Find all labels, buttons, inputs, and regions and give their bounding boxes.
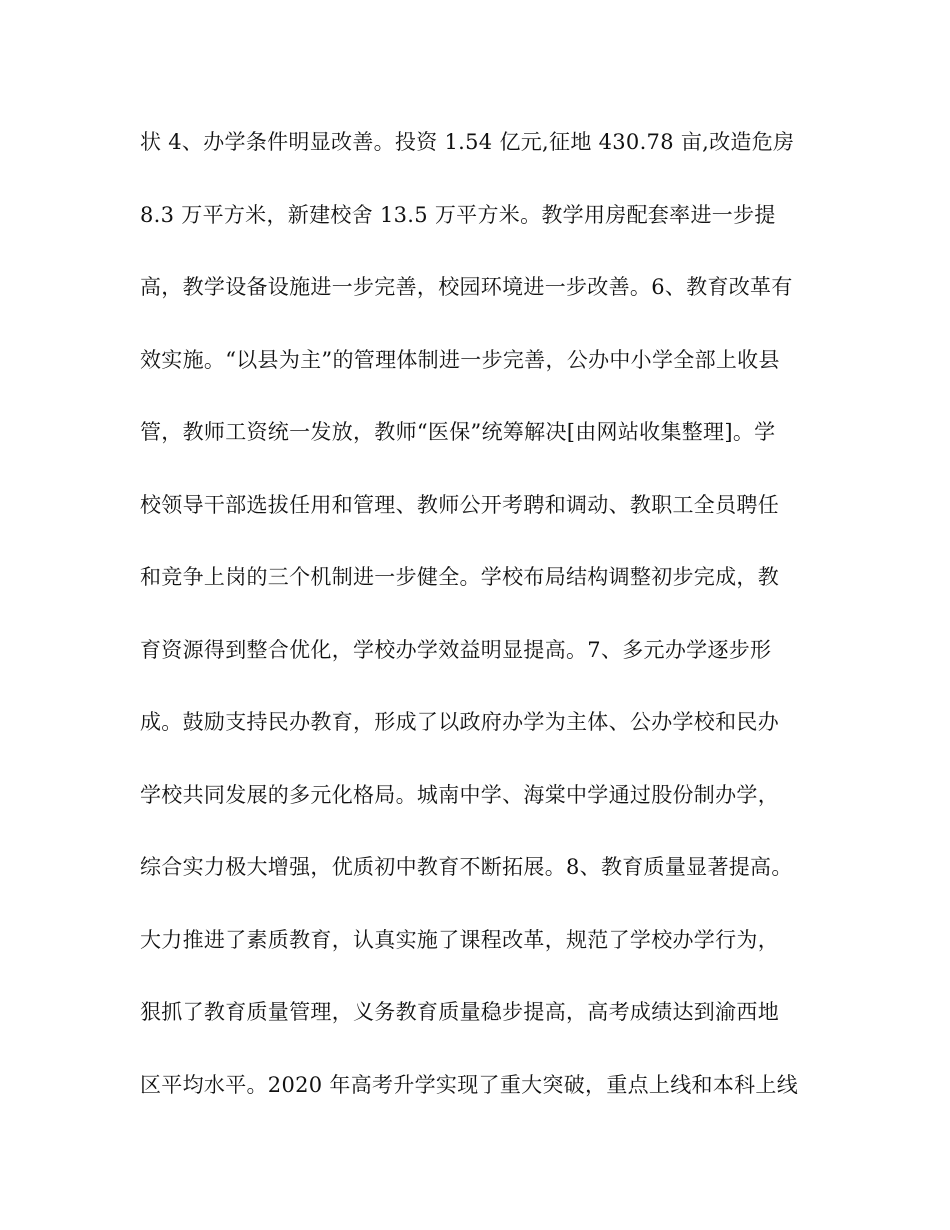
text-line: 8.3 万平方米，新建校舍 13.5 万平方米。教学用房配套率进一步提 [140, 202, 776, 227]
text-line: 狠抓了教育质量管理，义务教育质量稳步提高，高考成绩达到渝西地 [140, 1000, 779, 1024]
text-line: 管，教师工资统一发放，教师“医保”统筹解决[由网站收集整理]。学 [140, 420, 776, 444]
body-text [140, 122, 820, 1137]
text-line: 学校共同发展的多元化格局。城南中学、海棠中学通过股份制办学， [140, 782, 779, 807]
text-line: 成。鼓励支持民办教育，形成了以政府办学为主体、公办学校和民办 [140, 710, 779, 734]
text-line: 综合实力极大增强，优质初中教育不断拓展。8、教育质量显著提高。 [140, 855, 793, 879]
text-line: 校领导干部选拔任用和管理、教师公开考聘和调动、教职工全员聘任 [140, 492, 779, 517]
text-line: 和竞争上岗的三个机制进一步健全。学校布局结构调整初步完成，教 [140, 565, 779, 589]
text-line: 高，教学设备设施进一步完善，校园环境进一步改善。6、教育改革有 [140, 275, 793, 299]
text-line: 育资源得到整合优化，学校办学效益明显提高。7、多元办学逐步形 [140, 637, 772, 662]
text-line: 区平均水平。2020 年高考升学实现了重大突破，重点上线和本科上线 [140, 1072, 799, 1097]
text-line: 效实施。“以县为主”的管理体制进一步完善，公办中小学全部上收县 [140, 347, 780, 372]
text-line: 状 4、办学条件明显改善。投资 1.54 亿元,征地 430.78 亩,改造危房 [140, 130, 795, 154]
text-line: 大力推进了素质教育，认真实施了课程改革，规范了学校办学行为， [140, 927, 779, 952]
